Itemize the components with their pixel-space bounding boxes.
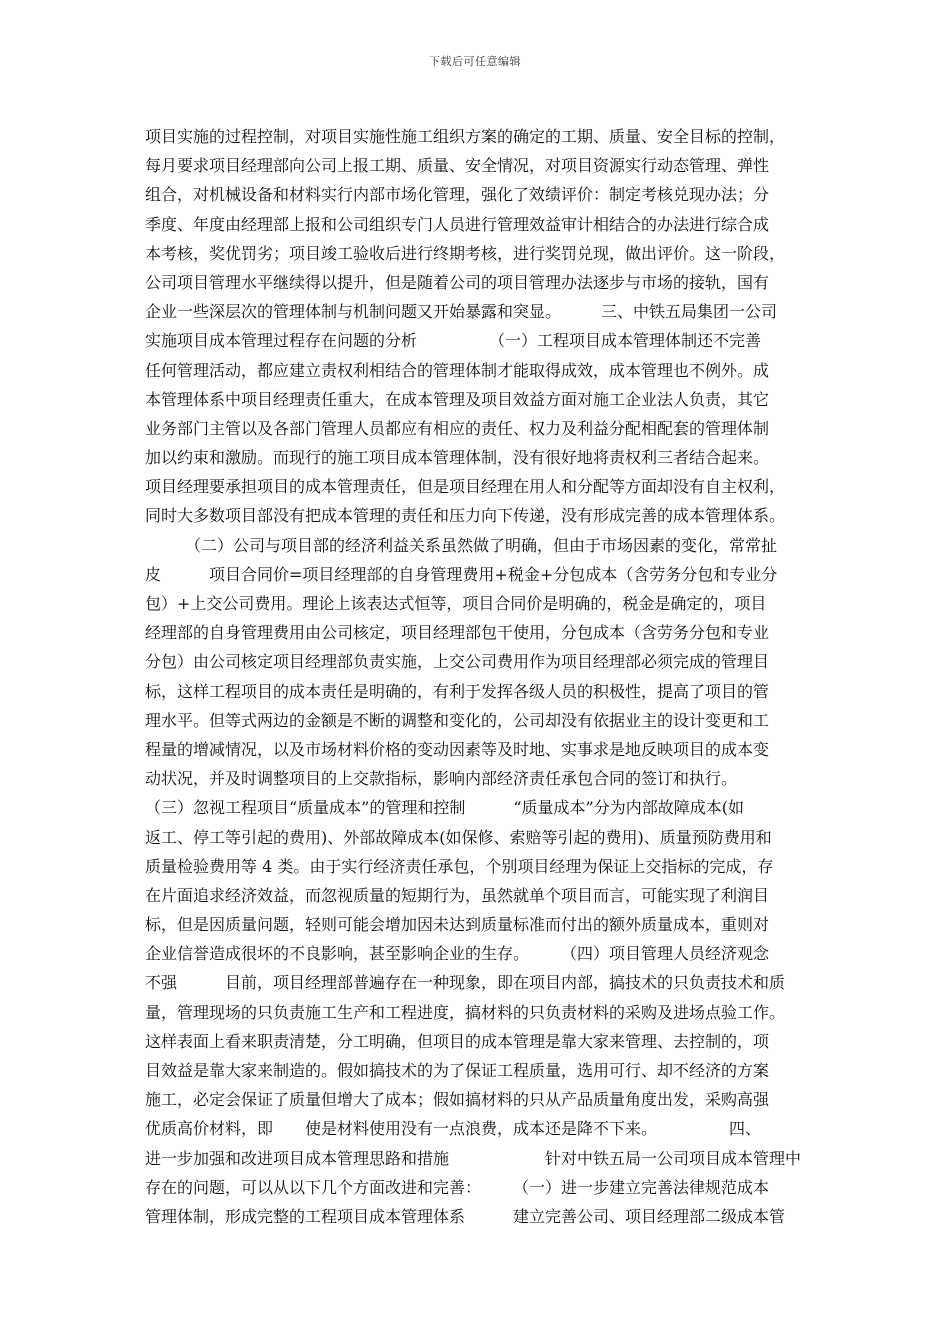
body-text <box>145 122 815 1231</box>
text-line: 包）+上交公司费用。理论上该表达式恒等，项目合同价是明确的，税金是确定的，项目 <box>145 594 767 613</box>
text-line: 存在的问题，可以从以下几个方面改进和完善： （一）进一步建立完善法律规范成本 <box>145 1177 770 1197</box>
text-line: 组合，对机械设备和材料实行内部市场化管理，强化了效绩评价：制定考核兑现办法；分 <box>145 185 770 205</box>
text-line: 动状况，并及时调整项目的上交款指标，影响内部经济责任承包合同的签订和执行。 <box>145 769 738 789</box>
text-line: 质量检验费用等 4 类。由于实行经济责任承包，个别项目经理为保证上交指标的完成，存 <box>145 856 774 876</box>
text-line: 经理部的自身管理费用由公司核定，项目经理部包干使用，分包成本（含劳务分包和专业 <box>145 623 770 643</box>
text-line: 返工、停工等引起的费用)、外部故障成本(如保修、索赔等引起的费用)、质量预防费用和 <box>145 827 772 847</box>
text-line: 本管理体系中项目经理责任重大，在成本管理及项目效益方面对施工企业法人负责，其它 <box>145 389 770 409</box>
text-line: 实施项目成本管理过程存在问题的分析 （一）工程项目成本管理体制还不完善 <box>145 331 762 351</box>
text-line: 项目实施的过程控制，对项目实施性施工组织方案的确定的工期、质量、安全目标的控制， <box>145 127 786 146</box>
text-line: 管理体制，形成完整的工程项目成本管理体系 建立完善公司、项目经理部二级成本管 <box>145 1206 786 1226</box>
text-line: 公司项目管理水平继续得以提升，但是随着公司的项目管理办法逐步与市场的接轨，国有 <box>145 272 770 292</box>
text-line: 在片面追求经济效益，而忽视质量的短期行为，虽然就单个项目而言，可能实现了利润目 <box>145 885 770 905</box>
text-line: 优质高价材料，即 使是材料使用没有一点浪费，成本还是降不下来。 四、 <box>145 1119 762 1139</box>
text-line: 分包）由公司核定项目经理部负责实施，上交公司费用作为项目经理部必须完成的管理目 <box>145 652 770 672</box>
text-line: 进一步加强和改进项目成本管理思路和措施 针对中铁五局一公司项目成本管理中 <box>145 1148 802 1168</box>
text-line: 程量的增减情况，以及市场材料价格的变动因素等及时地、实事求是地反映项目的成本变 <box>145 739 770 759</box>
text-line: （二）公司与项目部的经济利益关系虽然做了明确，但由于市场因素的变化，常常扯 <box>145 535 778 555</box>
text-line: 标，这样工程项目的成本责任是明确的，有利于发挥各级人员的积极性，提高了项目的管 <box>145 681 770 701</box>
text-line: 项目经理要承担项目的成本管理责任，但是项目经理在用人和分配等方面却没有自主权利， <box>145 477 786 497</box>
text-line: 任何管理活动，都应建立责权利相结合的管理体制才能取得成效，成本管理也不例外。成 <box>145 360 770 380</box>
text-line: 皮 项目合同价=项目经理部的自身管理费用+税金+分包成本（含劳务分包和专业分 <box>145 564 778 584</box>
text-line: 季度、年度由经理部上报和公司组织专门人员进行管理效益审计相结合的办法进行综合成 <box>145 214 770 234</box>
text-line: 企业一些深层次的管理体制与机制问题又开始暴露和突显。 三、中铁五局集团一公司 <box>145 302 778 322</box>
text-line: 量，管理现场的只负责施工生产和工程进度，搞材料的只负责材料的采购及进场点验工作。 <box>145 1002 786 1022</box>
text-line: 企业信誉造成很坏的不良影响，甚至影响企业的生存。 （四）项目管理人员经济观念 <box>145 944 770 964</box>
text-line: 标，但是因质量问题，轻则可能会增加因未达到质量标准而付出的额外质量成本，重则对 <box>145 915 770 935</box>
page-header: 下载后可任意编辑 <box>429 55 521 68</box>
text-line: 每月要求项目经理部向公司上报工期、质量、安全情况，对项目资源实行动态管理、弹性 <box>145 156 770 176</box>
text-line: 同时大多数项目部没有把成本管理的责任和压力向下传递，没有形成完善的成本管理体系。 <box>145 506 786 526</box>
text-line: 本考核，奖优罚劣；项目竣工验收后进行终期考核，进行奖罚兑现，做出评价。这一阶段， <box>145 243 786 263</box>
text-line: 业务部门主管以及各部门管理人员都应有相应的责任、权力及利益分配相配套的管理体制 <box>145 418 770 438</box>
text-line: 施工，必定会保证了质量但增大了成本；假如搞材料的只从产品质量角度出发，采购高强 <box>145 1090 770 1110</box>
text-line: 理水平。但等式两边的金额是不断的调整和变化的，公司却没有依据业主的设计变更和工 <box>145 710 770 730</box>
text-line: 加以约束和激励。而现行的施工项目成本管理体制，没有很好地将责权利三者结合起来。 <box>145 448 770 468</box>
text-line: 目效益是靠大家来制造的。假如搞技术的为了保证工程质量，选用可行、却不经济的方案 <box>145 1061 770 1080</box>
text-line: 这样表面上看来职责清楚，分工明确，但项目的成本管理是靠大家来管理、去控制的，项 <box>145 1031 770 1051</box>
text-line: 不强 目前，项目经理部普遍存在一种现象，即在项目内部，搞技术的只负责技术和质 <box>145 973 786 993</box>
text-line: （三）忽视工程项目“质量成本”的管理和控制 “质量成本”分为内部故障成本(如 <box>145 798 744 818</box>
